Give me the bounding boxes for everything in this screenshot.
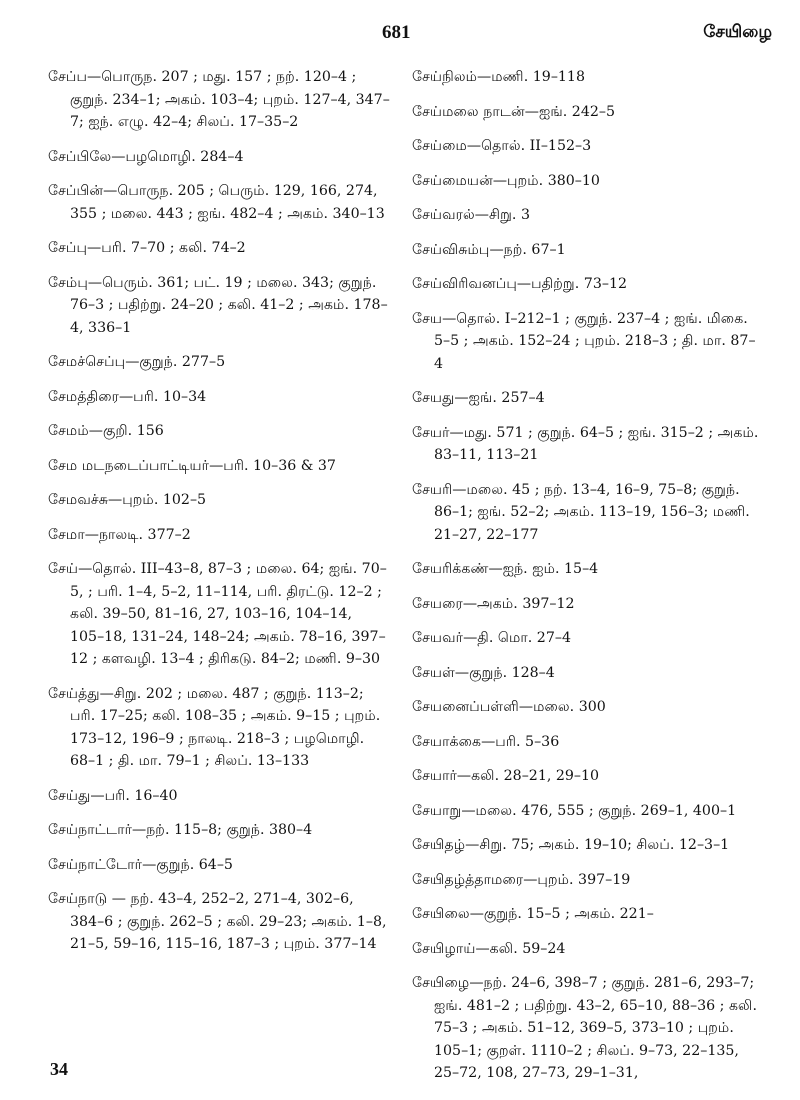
index-entry: சேய்மை—தொல். II–152–3 (412, 138, 592, 154)
index-entry: சேயவர்—தி. மொ. 27–4 (412, 630, 571, 646)
index-entry: சேய—தொல். I–212–1 ; குறுந். 237–4 ; ஐங். மிகை. 5–5 ; அகம். 152–24 ; புறம். 218–3 ; தி. மா. 87–4 (412, 310, 756, 372)
index-entry: சேய்விரிவனப்பு—பதிற்று. 73–12 (412, 276, 628, 292)
index-entry: சேப்பின்—பொருந. 205 ; பெரும். 129, 166, 274, 355 ; மலை. 443 ; ஐங். 482–4 ; அகம். 340–13 (48, 183, 385, 222)
index-entry: சேயிதழ்த்தாமரை—புறம். 397–19 (412, 871, 631, 888)
index-entry: சேப்ப—பொருந. 207 ; மது. 157 ; நற். 120–4 ; குறுந். 234–1; அகம். 103–4; புறம். 127–4, 347–7; ஐந். எழு. 42–4; சிலப். 17–35–2 (48, 69, 390, 130)
index-entry: சேயிதழ்—சிறு. 75; அகம். 19–10; சிலப். 12–3–1 (412, 837, 730, 853)
index-entry: சேய்—தொல். III–43–8, 87–3 ; மலை. 64; ஐங். 70–5, ; பரி. 1–4, 5–2, 11–114, பரி. திரட்டு. 12–2 ; கலி. 39–50, 81–16, 27, 103–16, 104–14, 105–18, 131–24, 148–24; அகம். 78–16, 397–12 ; களவழி. 13–4 ; திரிகடு. 84–2; மணி. 9–30 (48, 561, 387, 667)
index-entry: சேயள்—குறுந். 128–4 (412, 664, 555, 681)
index-entry: சேயரிக்கண்—ஐந். ஐம். 15–4 (412, 561, 599, 577)
index-entry: சேய்த்து—சிறு. 202 ; மலை. 487 ; குறுந். 113–2; பரி. 17–25; கலி. 108–35 ; அகம். 9–15 ; புறம். 173–12, 196–9 ; நாலடி. 218–3 ; பழமொழி. 68–1 ; தி. மா. 79–1 ; சிலப். 13–133 (48, 685, 381, 769)
index-entry: சேயிழை—நற். 24–6, 398–7 ; குறுந். 281–6, 293–7; ஐங். 481–2 ; பதிற்று. 43–2, 65–10, 88–36 ; கலி. 75–3 ; அகம். 51–12, 369–5, 373–10 ; புறம். 105–1; குறள். 1110–2 ; சிலப். 9–73, 22–135, 25–72, 108, 27–73, 29–1–31, (412, 975, 758, 1081)
left-column (48, 66, 390, 968)
index-entry: சேம்பு—பெரும். 361; பட். 19 ; மலை. 343; குறுந். 76–3 ; பதிற்று. 24–20 ; கலி. 41–2 ; அகம். 178–4, 336–1 (48, 274, 388, 336)
index-entry: சேப்பிலே—பழமொழி. 284–4 (48, 148, 244, 165)
index-entry: சேயனைப்பள்ளி—மலை. 300 (412, 699, 606, 715)
index-entry: சேயாறு—மலை. 476, 555 ; குறுந். 269–1, 400–1 (412, 802, 737, 819)
index-entry: சேய்வரல்—சிறு. 3 (412, 207, 530, 223)
index-entry: சேய்மையன்—புறம். 380–10 (412, 172, 600, 189)
index-entry: சேம மடநடைப்பாட்டியர்—பரி. 10–36 & 37 (48, 457, 336, 474)
index-entry: சேயரி—மலை. 45 ; நற். 13–4, 16–9, 75–8; குறுந். 86–1; ஐங். 52–2; அகம். 113–19, 156–3; மணி. 21–27, 22–177 (412, 481, 750, 543)
index-entry: சேயிழாய்—கலி. 59–24 (412, 940, 566, 957)
index-entry: சேய்நாட்டார்—நற். 115–8; குறுந். 380–4 (48, 822, 313, 838)
index-entry: சேய்து—பரி. 16–40 (48, 787, 178, 804)
index-entry: சேய்விசும்பு—நற். 67–1 (412, 241, 566, 258)
index-entry: சேமத்திரை—பரி. 10–34 (48, 388, 207, 405)
index-entry: சேயரை—அகம். 397–12 (412, 595, 575, 612)
index-entry: சேயார்—கலி. 28–21, 29–10 (412, 768, 600, 784)
index-entry: சேப்பு—பரி. 7–70 ; கலி. 74–2 (48, 240, 246, 256)
index-entry: சேய்மலை நாடன்—ஐங். 242–5 (412, 103, 616, 120)
index-entry: சேமச்செப்பு—குறுந். 277–5 (48, 354, 226, 370)
page-number: 681 (382, 22, 411, 43)
index-entry: சேமா—நாலடி. 377–2 (48, 526, 191, 543)
index-entry: சேயாக்கை—பரி. 5–36 (412, 733, 560, 750)
index-entry: சேயர்—மது. 571 ; குறுந். 64–5 ; ஐங். 315–2 ; அகம். 83–11, 113–21 (412, 424, 759, 463)
index-entry: சேமம்—குறி. 156 (48, 423, 164, 439)
index-entry: சேய்நாட்டோர்—குறுந். 64–5 (48, 856, 233, 873)
running-head: சேயிழை (703, 22, 772, 42)
right-column (412, 66, 764, 1097)
index-entry: சேய்நாடு — நற். 43–4, 252–2, 271–4, 302–6, 384–6 ; குறுந். 262–5 ; கலி. 29–23; அகம். 1–8, 21–5, 59–16, 115–16, 187–3 ; புறம். 377–14 (48, 891, 387, 952)
index-entry: சேமவச்சு—புறம். 102–5 (48, 492, 207, 508)
index-entry: சேயிலை—குறுந். 15–5 ; அகம். 221– (412, 906, 654, 922)
index-entry: சேயது—ஐங். 257–4 (412, 390, 545, 406)
signature-mark: 34 (50, 1059, 68, 1079)
index-entry: சேய்நிலம்—மணி. 19–118 (412, 69, 585, 85)
